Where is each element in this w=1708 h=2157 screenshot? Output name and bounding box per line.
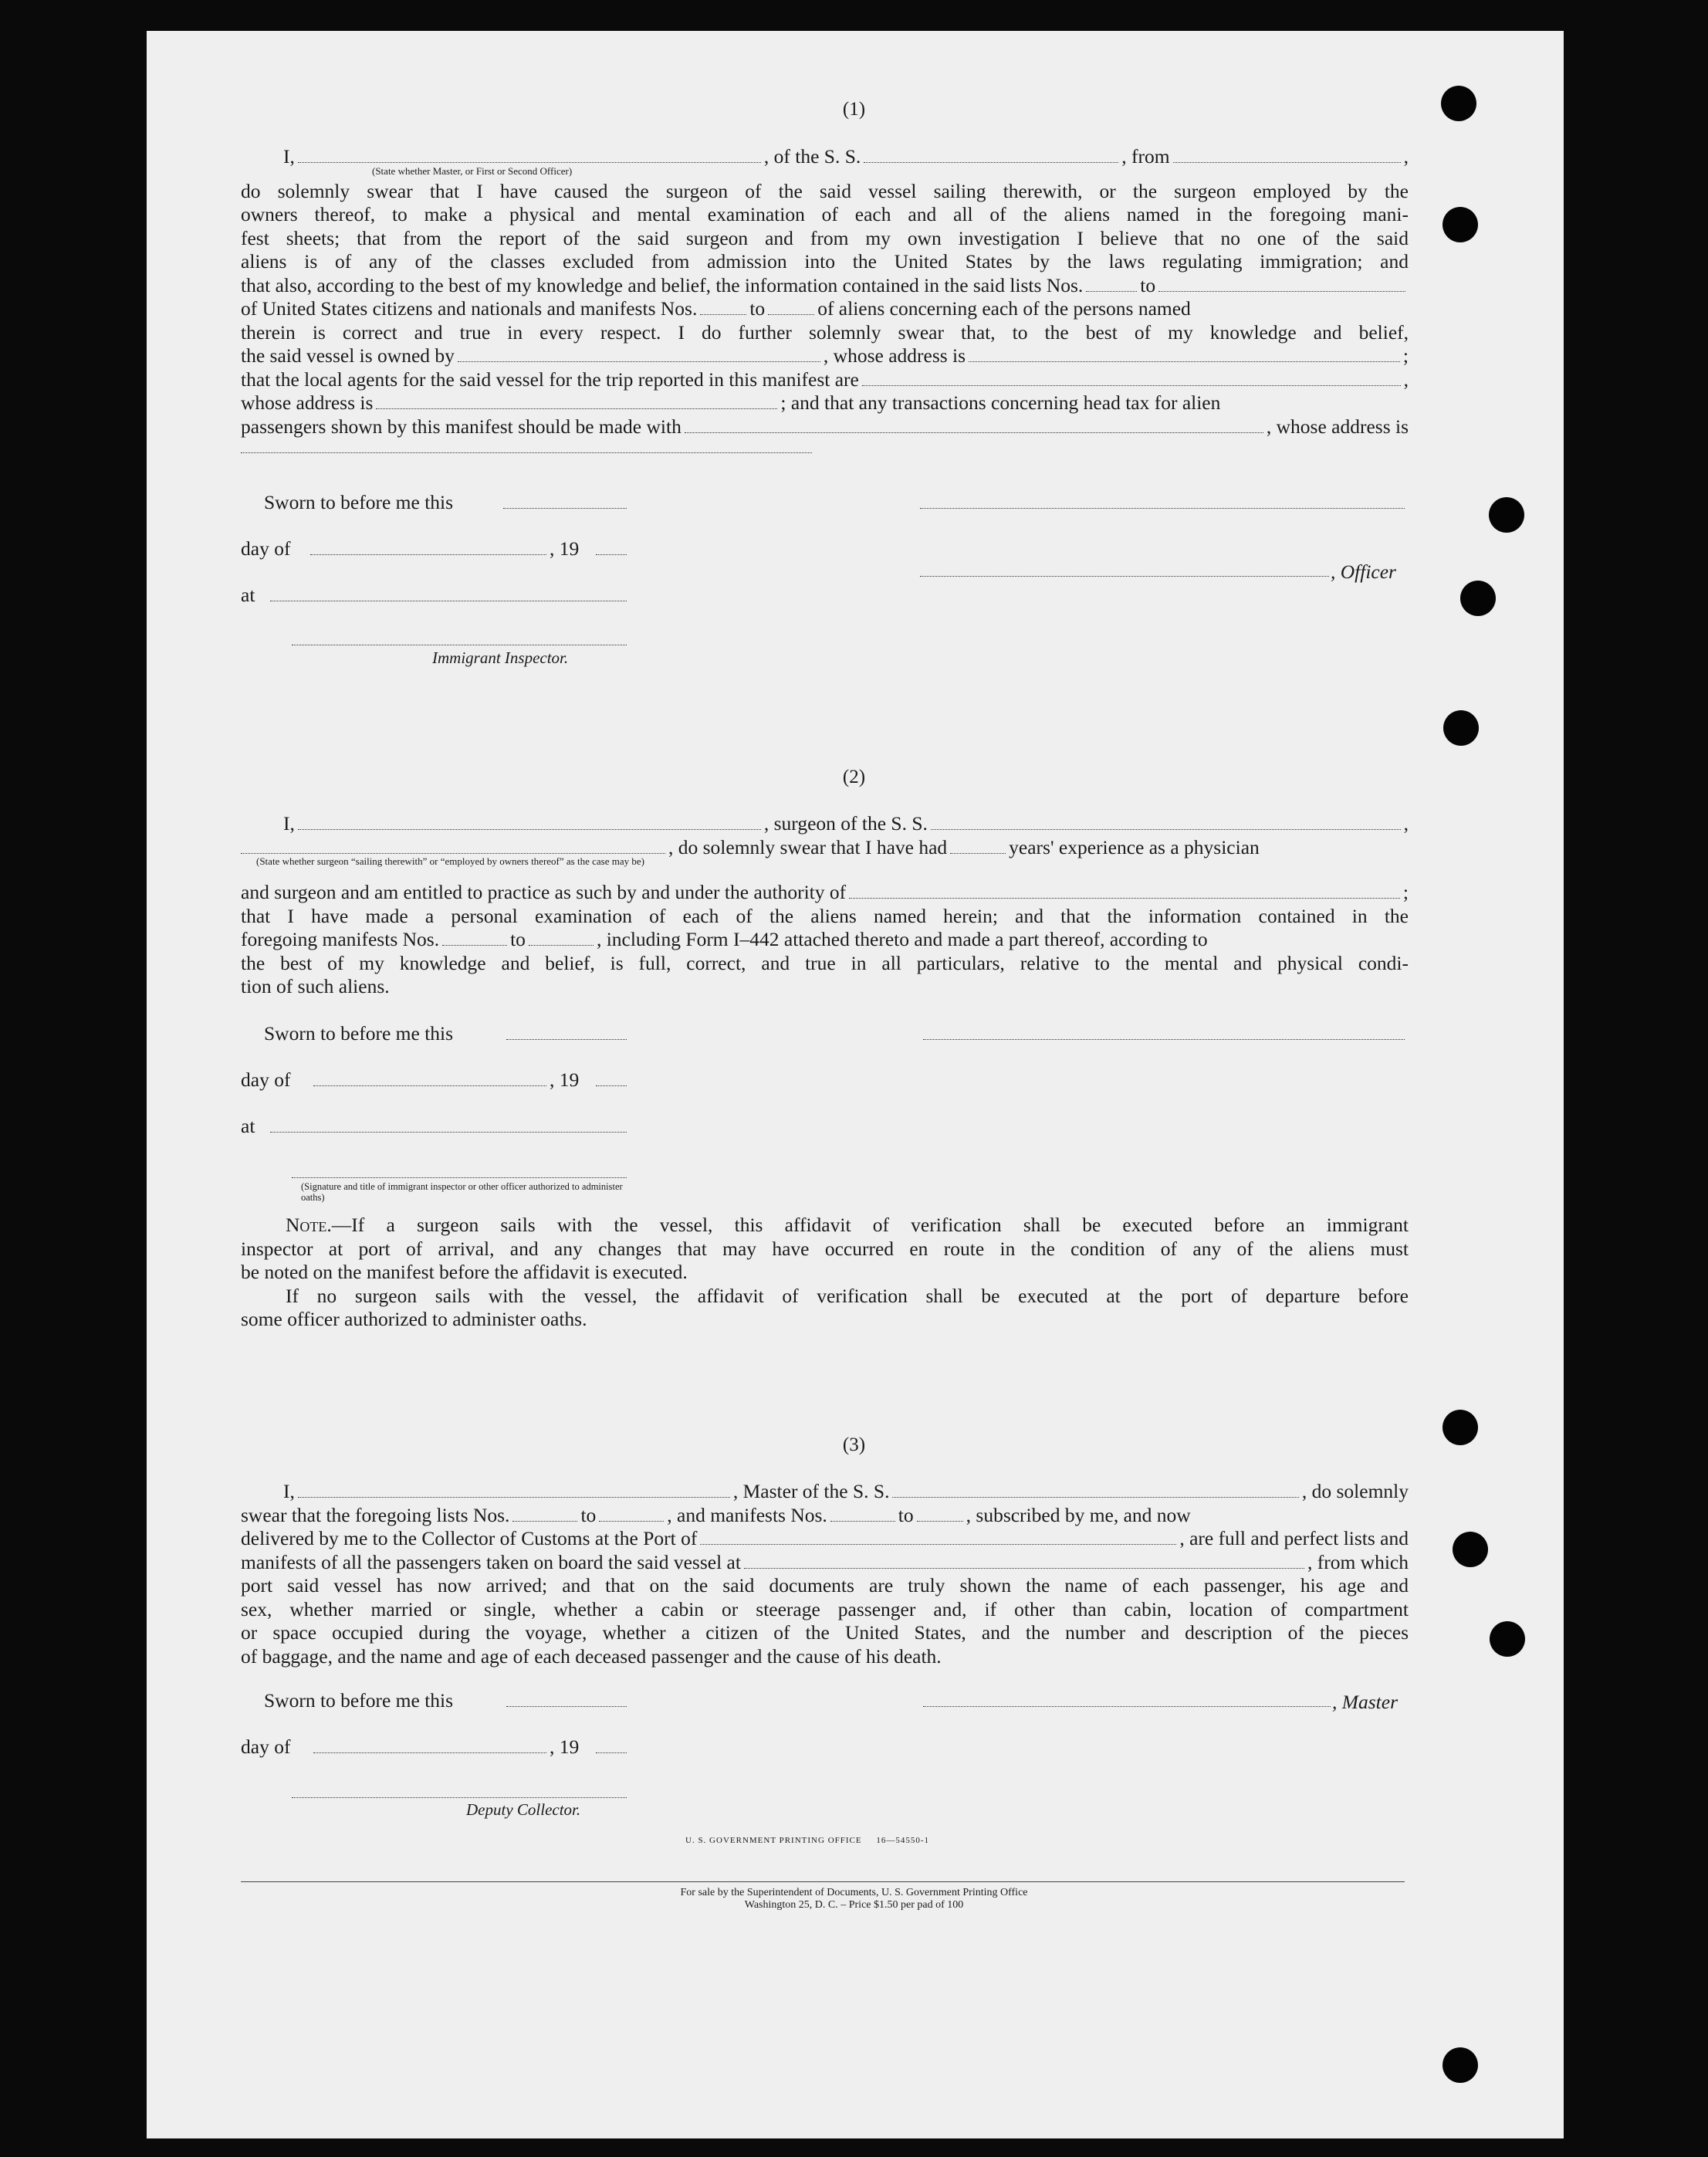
- years-experience-field[interactable]: [950, 839, 1006, 854]
- master-name-field[interactable]: [298, 1483, 730, 1498]
- section2-oath: [241, 812, 1409, 999]
- master-signature-field[interactable]: [923, 1706, 1331, 1707]
- punch-hole: [1442, 207, 1478, 242]
- para-line: [241, 274, 1409, 298]
- port-field[interactable]: [700, 1530, 1176, 1545]
- year-label: , 19: [550, 537, 580, 560]
- text: manifests of all the passengers taken on board the said vessel at: [241, 1550, 741, 1573]
- para-line: [241, 297, 1409, 321]
- para-line: [241, 881, 1409, 905]
- sworn-date-field[interactable]: [506, 1039, 627, 1040]
- month-field[interactable]: [313, 1085, 546, 1086]
- text: ;: [1402, 344, 1409, 367]
- text: years' experience as a physician: [1009, 835, 1260, 858]
- at-label: at: [241, 584, 255, 606]
- note-line: [241, 1214, 1409, 1238]
- surgeon-status-field[interactable]: [241, 839, 665, 854]
- text: , whose address is: [1266, 415, 1409, 438]
- sale-notice-line: For sale by the Superintendent of Documents, U. S. Government Printing Office: [680, 1887, 1028, 1898]
- punch-hole: [1490, 1621, 1525, 1657]
- at-place-field[interactable]: [270, 1132, 627, 1133]
- inspector-caption: Immigrant Inspector.: [432, 648, 569, 667]
- agents-field[interactable]: [862, 371, 1401, 386]
- section2-line1: [241, 812, 1409, 836]
- agents-address-field[interactable]: [376, 394, 777, 409]
- note-line: some officer authorized to administer oaths.: [241, 1308, 587, 1330]
- lists-to-field[interactable]: [599, 1507, 664, 1522]
- manifests-from-field[interactable]: [442, 931, 507, 946]
- year-field[interactable]: [596, 1085, 627, 1086]
- sale-notice-line: Washington 25, D. C. – Price $1.50 per pad of 100: [744, 1899, 964, 1911]
- sworn-date-field[interactable]: [506, 1706, 627, 1707]
- para-line: sex, whether married or single, whether a cabin or steerage passenger and, if other than cabin, location of compartment: [241, 1597, 1409, 1620]
- vessel-name-field[interactable]: [864, 148, 1118, 163]
- text: , do solemnly swear that I have had: [668, 835, 948, 858]
- text: to: [898, 1503, 914, 1526]
- year-label: , 19: [550, 1735, 580, 1758]
- text: , do solemnly: [1301, 1480, 1409, 1502]
- para-line: port said vessel has now arrived; and that on the said documents are truly shown the name of each passenger, his age and: [241, 1574, 1409, 1597]
- text: , Master of the S. S.: [732, 1480, 890, 1502]
- para-line: that I have made a personal examination of each of the aliens named herein; and that the information contained in the: [241, 904, 1409, 927]
- surgeon-signature-field[interactable]: [923, 1039, 1405, 1040]
- text: , are full and perfect lists and: [1179, 1527, 1409, 1549]
- text: , from: [1121, 145, 1170, 168]
- text: —If a surgeon sails with the vessel, this affidavit of verification shall be executed before an immigrant: [331, 1214, 1409, 1236]
- section3-line3: [241, 1527, 1409, 1551]
- para-line: tion of such aliens.: [241, 975, 390, 997]
- sworn-date-field[interactable]: [503, 508, 627, 509]
- lists-from-field[interactable]: [512, 1507, 577, 1522]
- head-tax-address-field[interactable]: [241, 439, 812, 453]
- note-line: be noted on the manifest before the affidavit is executed.: [241, 1261, 688, 1283]
- head-tax-contact-field[interactable]: [685, 418, 1263, 433]
- para-line: of baggage, and the name and age of each deceased passenger and the cause of his death.: [241, 1644, 942, 1668]
- text: , whose address is: [823, 344, 966, 367]
- text: ,: [1403, 812, 1409, 835]
- officer-label: , Officer: [1331, 560, 1396, 583]
- owner-address-field[interactable]: [969, 347, 1400, 362]
- year-field[interactable]: [596, 1752, 627, 1753]
- para-line: do solemnly swear that I have caused the surgeon of the said vessel sailing therewith, or the surgeon employed by the: [241, 179, 1409, 202]
- surgeon-name-field[interactable]: [298, 815, 761, 830]
- at-label: at: [241, 1115, 255, 1137]
- para-line: [241, 391, 1409, 415]
- sworn-label: Sworn to before me this: [264, 1689, 454, 1712]
- text: of United States citizens and nationals and manifests Nos.: [241, 297, 698, 320]
- para-line: [241, 439, 1409, 453]
- text: to: [510, 928, 526, 950]
- text: foregoing manifests Nos.: [241, 928, 440, 950]
- year-label: , 19: [550, 1068, 580, 1091]
- footer-rule: [241, 1881, 1405, 1882]
- collector-caption: Deputy Collector.: [466, 1800, 581, 1819]
- para-line: or space occupied during the voyage, whether a citizen of the United States, and the number and description of the pieces: [241, 1621, 1409, 1644]
- section1-oath: [241, 145, 1409, 453]
- text: I,: [283, 1480, 295, 1502]
- text: ; and that any transactions concerning head tax for alien: [780, 391, 1221, 414]
- sworn-label: Sworn to before me this: [264, 1022, 454, 1045]
- text: , including Form I–442 attached thereto and made a part thereof, according to: [596, 928, 1208, 950]
- para-line: therein is correct and true in every respect. I do further solemnly swear that, to the best of my knowledge and belief,: [241, 320, 1409, 344]
- text: and surgeon and am entitled to practice as such by and under the authority of: [241, 881, 847, 903]
- section3-line1: [241, 1480, 1409, 1504]
- text: of aliens concerning each of the persons named: [817, 297, 1191, 320]
- from-port-field[interactable]: [1173, 148, 1401, 163]
- text: ,: [1403, 145, 1409, 168]
- text: to: [749, 297, 766, 320]
- section3-line2: [241, 1504, 1409, 1528]
- officer-title-field[interactable]: [920, 576, 1329, 577]
- text: that also, according to the best of my knowledge and belief, the information contained in the said lists Nos.: [241, 273, 1084, 296]
- text: to: [580, 1503, 597, 1526]
- boarding-port-field[interactable]: [744, 1554, 1304, 1569]
- day-of-label: day of: [241, 537, 291, 560]
- punch-hole: [1453, 1532, 1488, 1567]
- lists-from-field[interactable]: [1086, 277, 1137, 292]
- text: swear that the foregoing lists Nos.: [241, 1503, 510, 1526]
- text: passengers shown by this manifest should be made with: [241, 415, 682, 438]
- month-field[interactable]: [313, 1752, 546, 1753]
- text: the said vessel is owned by: [241, 344, 455, 367]
- sworn-label: Sworn to before me this: [264, 491, 454, 513]
- text: , and manifests Nos.: [667, 1503, 827, 1526]
- punch-hole: [1442, 2047, 1478, 2083]
- text: ;: [1402, 881, 1409, 903]
- note-label: Note.: [286, 1214, 332, 1236]
- officer-caption: (State whether Master, or First or Second Officer): [372, 164, 573, 177]
- punch-hole: [1443, 710, 1479, 746]
- day-of-label: day of: [241, 1068, 291, 1091]
- text: that the local agents for the said vessel for the trip reported in this manifest are: [241, 367, 859, 391]
- surgeon-vessel-field[interactable]: [931, 815, 1401, 830]
- section3-line4: [241, 1551, 1409, 1575]
- section-number: (3): [842, 1434, 866, 1455]
- text: to: [1140, 273, 1156, 296]
- section-number: (2): [842, 767, 866, 787]
- master-vessel-field[interactable]: [892, 1483, 1298, 1498]
- year-field[interactable]: [596, 554, 627, 555]
- master-label: , Master: [1332, 1691, 1398, 1713]
- manifests-from-field[interactable]: [700, 300, 746, 315]
- para-line: [241, 928, 1409, 952]
- text: whose address is: [241, 391, 374, 414]
- para-line: aliens is of any of the classes excluded from admission into the United States by the laws regulating immigration; and: [241, 250, 1409, 273]
- surgeon-caption: (State whether surgeon “sailing therewith” or “employed by owners thereof” as the case may be): [256, 855, 644, 867]
- owner-field[interactable]: [458, 347, 820, 362]
- inspector-signature-field[interactable]: [292, 1177, 627, 1178]
- month-field[interactable]: [310, 554, 546, 555]
- text: I,: [283, 812, 295, 835]
- text: I,: [283, 145, 295, 168]
- text: , of the S. S.: [763, 145, 861, 168]
- gpo-imprint: U. S. GOVERNMENT PRINTING OFFICE 16—54550-1: [685, 1836, 930, 1845]
- section-number: (1): [842, 99, 866, 120]
- manifests-to-field[interactable]: [768, 300, 814, 315]
- manifests-from-field[interactable]: [830, 1507, 895, 1522]
- manifests-to-field[interactable]: [529, 931, 594, 946]
- para-line: [241, 368, 1409, 392]
- text: , surgeon of the S. S.: [763, 812, 928, 835]
- collector-signature-field[interactable]: [292, 1797, 627, 1798]
- punch-hole: [1489, 497, 1524, 533]
- manifests-to-field[interactable]: [917, 1507, 963, 1522]
- para-line: [241, 415, 1409, 439]
- para-line: [241, 344, 1409, 368]
- authority-field[interactable]: [849, 884, 1400, 899]
- note-block: [241, 1214, 1409, 1332]
- note-line: If no surgeon sails with the vessel, the affidavit of verification shall be executed at the port of departure before: [286, 1284, 1409, 1307]
- note-line: inspector at port of arrival, and any changes that may have occurred en route in the condition of any of the aliens must: [241, 1237, 1409, 1260]
- officer-name-field[interactable]: [298, 148, 761, 163]
- sig-caption: (Signature and title of immigrant inspector or other officer authorized to administer oaths): [301, 1181, 623, 1203]
- para-line: owners thereof, to make a physical and mental examination of each and all of the aliens named in the foregoing mani-: [241, 203, 1409, 225]
- text: , from which: [1307, 1550, 1409, 1573]
- day-of-label: day of: [241, 1735, 291, 1758]
- text: ,: [1403, 367, 1409, 391]
- lists-to-field[interactable]: [1158, 277, 1405, 292]
- para-line: fest sheets; that from the report of the said surgeon and from my own investigation I believe that no one of the said: [241, 226, 1409, 249]
- section3-oath: [241, 1480, 1409, 1668]
- officer-signature-field[interactable]: [920, 508, 1405, 509]
- punch-hole: [1460, 581, 1496, 616]
- para-line: the best of my knowledge and belief, is full, correct, and true in all particulars, relative to the mental and physical condi-: [241, 951, 1409, 974]
- text: , subscribed by me, and now: [966, 1503, 1191, 1526]
- text: delivered by me to the Collector of Customs at the Port of: [241, 1527, 698, 1549]
